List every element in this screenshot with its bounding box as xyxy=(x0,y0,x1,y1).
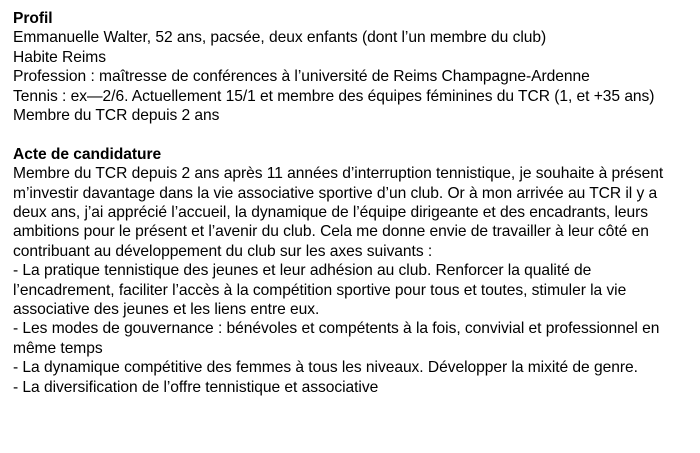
application-heading: Acte de candidature xyxy=(13,145,162,163)
profile-line-name: Emmanuelle Walter, 52 ans, pacsée, deux enfants (dont l’un membre du club) xyxy=(13,29,547,47)
bullet-diversification-line: - La diversification de l’offre tennistique et associative xyxy=(13,378,379,396)
bullet-youth-line: - La pratique tennistique des jeunes et leur adhésion au club. Renforcer la qualité de xyxy=(13,262,592,280)
application-paragraph-line: deux ans, j’ai apprécié l’accueil, la dynamique de l’équipe dirigeante et des encadrants, leurs xyxy=(13,204,648,222)
bullet-women-line: - La dynamique compétitive des femmes à tous les niveaux. Développer la mixité de genre. xyxy=(13,359,638,377)
bullet-governance-line: - Les modes de gouvernance : bénévoles et compétents à la fois, convivial et professionnel en xyxy=(13,320,660,338)
application-paragraph-line: Membre du TCR depuis 2 ans après 11 années d’interruption tennistique, je souhaite à présent xyxy=(13,165,664,183)
profile-line-residence: Habite Reims xyxy=(13,48,106,66)
profile-line-tennis: Tennis : ex—2/6. Actuellement 15/1 et membre des équipes féminines du TCR (1, et +35 ans) xyxy=(13,87,655,105)
application-paragraph-line: m’investir davantage dans la vie associative sportive d’un club. Or à mon arrivée au TCR il y a xyxy=(13,184,658,202)
section-gap xyxy=(13,125,697,144)
bullet-youth-line: associative des jeunes et les liens entre eux. xyxy=(13,301,320,319)
application-paragraph-line: ambitions pour le présent et l’avenir du club. Cela me donne envie de travailler à leur côté en xyxy=(13,223,649,241)
profile-heading: Profil xyxy=(13,10,53,27)
document xyxy=(13,9,697,397)
application-paragraph-line: contribuant au développement du club sur les axes suivants : xyxy=(13,242,433,260)
bullet-youth-line: l’encadrement, faciliter l’accès à la compétition sportive pour tous et toutes, stimuler la vie xyxy=(13,281,627,299)
bullet-governance-line: même temps xyxy=(13,339,103,357)
profile-line-profession: Profession : maîtresse de conférences à l’université de Reims Champagne-Ardenne xyxy=(13,68,590,86)
profile-line-membership: Membre du TCR depuis 2 ans xyxy=(13,107,220,125)
